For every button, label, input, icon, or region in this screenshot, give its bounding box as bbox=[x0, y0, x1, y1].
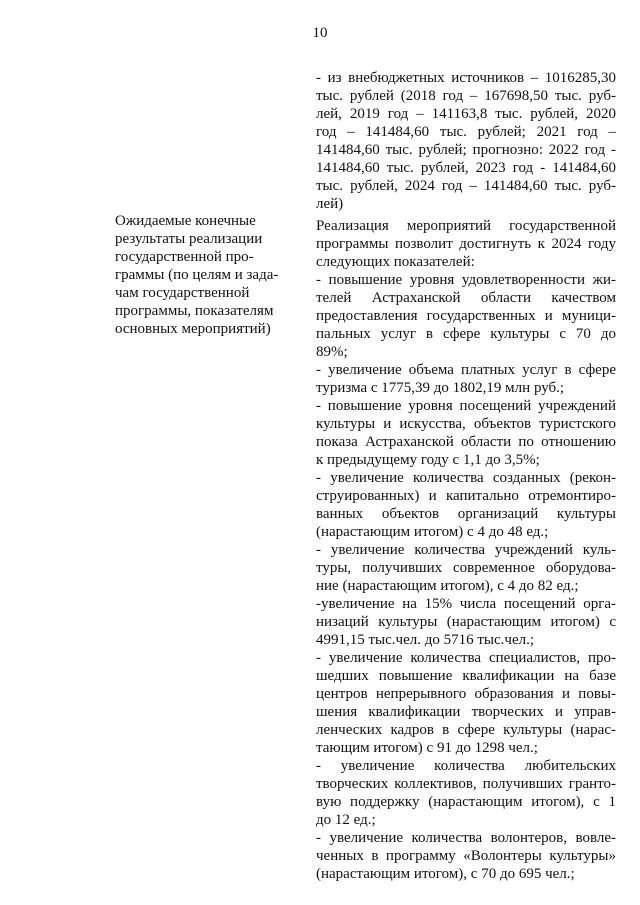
row-label-expected-results bbox=[115, 212, 305, 338]
funding-line: - из внебюджетных источников – 1016285,30 bbox=[316, 70, 616, 86]
result-item-line: струированных) и капитально отремонтиро- bbox=[316, 488, 616, 504]
funding-line: 141484,60 тыс. рублей, 2023 год - 141484,60 bbox=[316, 160, 616, 176]
results-list bbox=[316, 271, 616, 883]
result-item-line: шения квалификации творческих и управ- bbox=[316, 704, 616, 720]
result-item-line: вую поддержку (нарастающим итогом), с 1 bbox=[316, 794, 616, 810]
result-item-line: центров непрерывного образования и повы- bbox=[316, 686, 616, 702]
result-item-line: ченных в программу «Волонтеры культуры» bbox=[316, 848, 616, 864]
result-item-line: - увеличение количества любительских bbox=[316, 758, 616, 774]
intro-line: следующих показателей: bbox=[316, 254, 475, 270]
result-item-line: ленческих кадров в сфере культуры (нарас- bbox=[316, 722, 616, 738]
result-item bbox=[316, 649, 616, 757]
intro-line: программы позволит достигнуть к 2024 году bbox=[316, 236, 616, 252]
result-item-line: (нарастающим итогом) с 4 до 48 ед.; bbox=[316, 524, 549, 540]
result-item-line: культуры и искусства, объектов туристского bbox=[316, 416, 616, 432]
result-item bbox=[316, 361, 616, 397]
result-item-line: -увеличение на 15% числа посещений орга- bbox=[316, 596, 616, 612]
result-item-line: ванных объектов организаций культуры bbox=[316, 506, 616, 522]
result-item-line: ние (нарастающим итогом), с 4 до 82 ед.; bbox=[316, 578, 579, 594]
results-intro bbox=[316, 217, 616, 271]
result-item-line: - увеличение количества волонтеров, вовле- bbox=[316, 830, 616, 846]
result-item bbox=[316, 829, 616, 883]
result-item-line: (нарастающим итогом), с 70 до 695 чел.; bbox=[316, 866, 575, 882]
result-item-line: низаций культуры (нарастающим итогом) с bbox=[316, 614, 616, 630]
funding-line: год – 141484,60 тыс. рублей; 2021 год – bbox=[316, 124, 616, 140]
result-item-line: предоставления государственных и муници- bbox=[316, 308, 616, 324]
result-item bbox=[316, 595, 616, 649]
result-item-line: пальных услуг в сфере культуры с 70 до bbox=[316, 326, 616, 342]
page-number: 10 bbox=[312, 25, 328, 41]
label-line: чам государственной bbox=[115, 285, 250, 301]
result-item-line: тающим итогом) с 91 до 1298 чел.; bbox=[316, 740, 538, 756]
result-item-line: туризма с 1775,39 до 1802,19 млн руб.; bbox=[316, 380, 565, 396]
row-content bbox=[316, 69, 616, 883]
label-line: основных мероприятий) bbox=[115, 321, 271, 337]
result-item bbox=[316, 271, 616, 361]
result-item-line: - повышение уровня удовлетворенности жи- bbox=[316, 272, 616, 288]
funding-line: лей) bbox=[316, 196, 344, 212]
funding-line: тыс. рублей (2018 год – 167698,50 тыс. руб- bbox=[316, 88, 616, 104]
result-item bbox=[316, 469, 616, 541]
result-item-line: - увеличение количества специалистов, про- bbox=[316, 650, 616, 666]
result-item bbox=[316, 541, 616, 595]
label-line: результаты реализации bbox=[115, 231, 263, 247]
funding-line: 141484,60 тыс. рублей; прогнозно: 2022 год - bbox=[316, 142, 616, 158]
result-item-line: - увеличение объема платных услуг в сфере bbox=[316, 362, 616, 378]
funding-line: лей, 2019 год – 141163,8 тыс. рублей, 2020 bbox=[316, 106, 616, 122]
result-item-line: показа Астраханской области по отношению bbox=[316, 434, 616, 450]
label-line: граммы (по целям и зада- bbox=[115, 267, 279, 283]
result-item-line: шедших повышение квалификации на базе bbox=[316, 668, 616, 684]
result-item-line: - увеличение количества созданных (рекон- bbox=[316, 470, 616, 486]
result-item-line: телей Астраханской области качеством bbox=[316, 290, 616, 306]
label-line: программы, показателям bbox=[115, 303, 274, 319]
funding-line: тыс. рублей, 2024 год – 141484,60 тыс. руб- bbox=[316, 178, 616, 194]
result-item-line: туры, получивших современное оборудова- bbox=[316, 560, 616, 576]
label-line: государственной про- bbox=[115, 249, 254, 265]
intro-line: Реализация мероприятий государственной bbox=[316, 218, 616, 234]
funding-paragraph bbox=[316, 69, 616, 213]
result-item-line: - повышение уровня посещений учреждений bbox=[316, 398, 616, 414]
result-item-line: - увеличение количества учреждений куль- bbox=[316, 542, 616, 558]
result-item-line: к предыдущему году с 1,1 до 3,5%; bbox=[316, 452, 540, 468]
result-item bbox=[316, 757, 616, 829]
result-item-line: 4991,15 тыс.чел. до 5716 тыс.чел.; bbox=[316, 632, 535, 648]
result-item-line: до 12 ед.; bbox=[316, 812, 376, 828]
label-line: Ожидаемые конечные bbox=[115, 213, 256, 229]
result-item-line: 89%; bbox=[316, 344, 348, 360]
result-item bbox=[316, 397, 616, 469]
result-item-line: творческих коллективов, получивших гранто- bbox=[316, 776, 616, 792]
